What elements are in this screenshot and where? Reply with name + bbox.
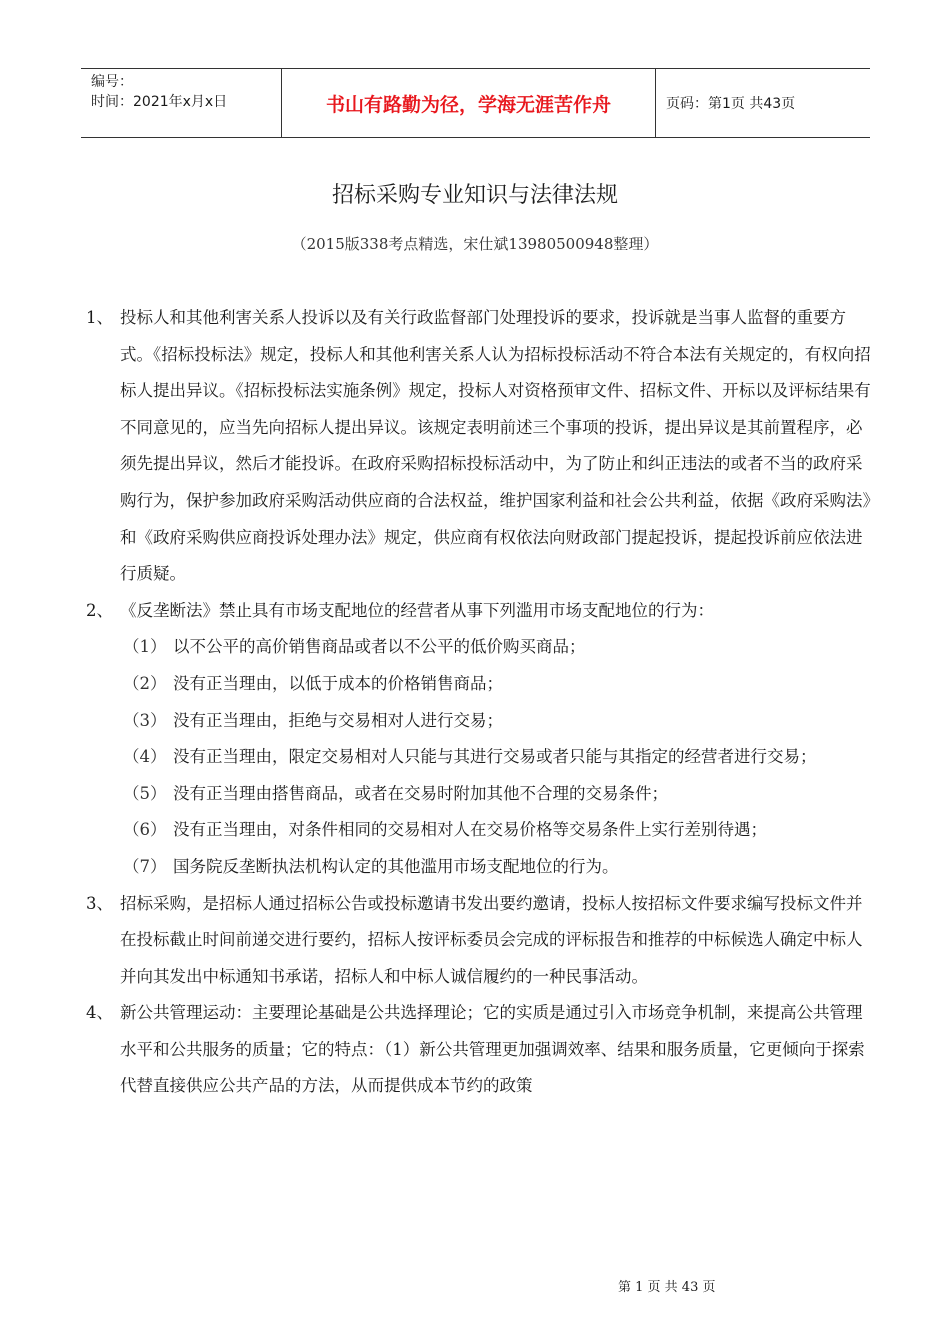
item-number: 4、 [86,1003,113,1023]
document-title: 招标采购专业知识与法律法规 [331,183,618,208]
sub-item-number: （5） [123,783,167,803]
item-text: 招标采购，是招标人通过招标公告或投标邀请书发出要约邀请，投标人按招标文件要求编写投标文件并在投标截止时间前递交进行要约，招标人按评标委员会完成的评标报告和推荐的中标候选人确定中标人并向其发出中标通知书承诺，招标人和中标人诚信履约的一种民事活动。 [120,893,863,986]
item-text: 投标人和其他利害关系人投诉以及有关行政监督部门处理投诉的要求，投诉就是当事人监督的重要方式。《招标投标法》规定，投标人和其他利害关系人认为招标投标活动不符合本法有关规定的，有权向招标人提出异议。《招标投标法实施条例》规定，投标人对资格预审文件、招标文件、开标以及评标结果有不同意见的，应当先向招标人提出异议。该规定表明前述三个事项的投诉，提出异议是其前置程序，必须先提出异议，然后才能投诉。在政府采购招标投标活动中，为了防止和纠正违法的或者不当的政府采购行为，保护参加政府采购活动供应商的合法权益，维护国家利益和社会公共利益，依据《政府采购法》和《政府采购供应商投诉处理办法》规定，供应商有权依法向财政部门提起投诉，提起投诉前应依法进行质疑。 [120,308,871,584]
header-table [81,68,870,138]
document-body [86,300,876,1105]
sub-item [86,666,876,703]
list-item [86,593,876,630]
sub-item-text: 没有正当理由搭售商品，或者在交易时附加其他不合理的交易条件； [173,783,668,803]
list-item [86,886,876,996]
sub-item [86,629,876,666]
item-number: 2、 [86,600,113,620]
sub-item-text: 以不公平的高价销售商品或者以不公平的低价购买商品； [173,637,586,657]
motto: 书山有路勤为径，学海无涯苦作舟 [281,69,656,137]
header-left-cell [81,69,281,137]
page-info: 页码：第1页 共43页 [666,96,796,112]
sub-item-text: 国务院反垄断执法机构认定的其他滥用市场支配地位的行为。 [173,856,619,876]
sub-item [86,703,876,740]
item-text: 新公共管理运动：主要理论基础是公共选择理论；它的实质是通过引入市场竞争机制，来提高公共管理水平和公共服务的质量；它的特点：（1）新公共管理更加强调效率、结果和服务质量，它更倾向于探索代替直接供应公共产品的方法，从而提供成本节约的政策 [120,1003,865,1096]
sub-item [86,776,876,813]
sub-item-number: （3） [123,710,167,730]
sub-item-number: （2） [123,673,167,693]
item-number: 1、 [86,308,113,327]
sub-item-number: （4） [123,747,167,767]
sub-item-text: 没有正当理由，以低于成本的价格销售商品； [173,673,503,693]
sub-item-number: （7） [123,856,167,876]
sub-item-text: 没有正当理由，拒绝与交易相对人进行交易； [173,710,503,730]
page-footer: 第 1 页 共 43 页 [618,1280,716,1295]
document-subtitle: （2015版338考点精选，宋仕斌13980500948整理） [291,235,659,253]
sub-item [86,812,876,849]
sub-item [86,739,876,776]
time-label: 时间：2021年x月x日 [91,94,228,110]
sub-item [86,849,876,886]
sub-item-text: 没有正当理由，限定交易相对人只能与其进行交易或者只能与其指定的经营者进行交易； [173,747,817,767]
number-label: 编号： [91,74,133,90]
item-text: 《反垄断法》禁止具有市场支配地位的经营者从事下列滥用市场支配地位的行为： [120,600,714,620]
sub-item-number: （6） [123,820,167,840]
list-item [86,995,876,1105]
list-item [86,300,876,593]
sub-item-text: 没有正当理由，对条件相同的交易相对人在交易价格等交易条件上实行差别待遇； [173,820,767,840]
item-number: 3、 [86,893,113,913]
sub-item-number: （1） [123,637,167,657]
